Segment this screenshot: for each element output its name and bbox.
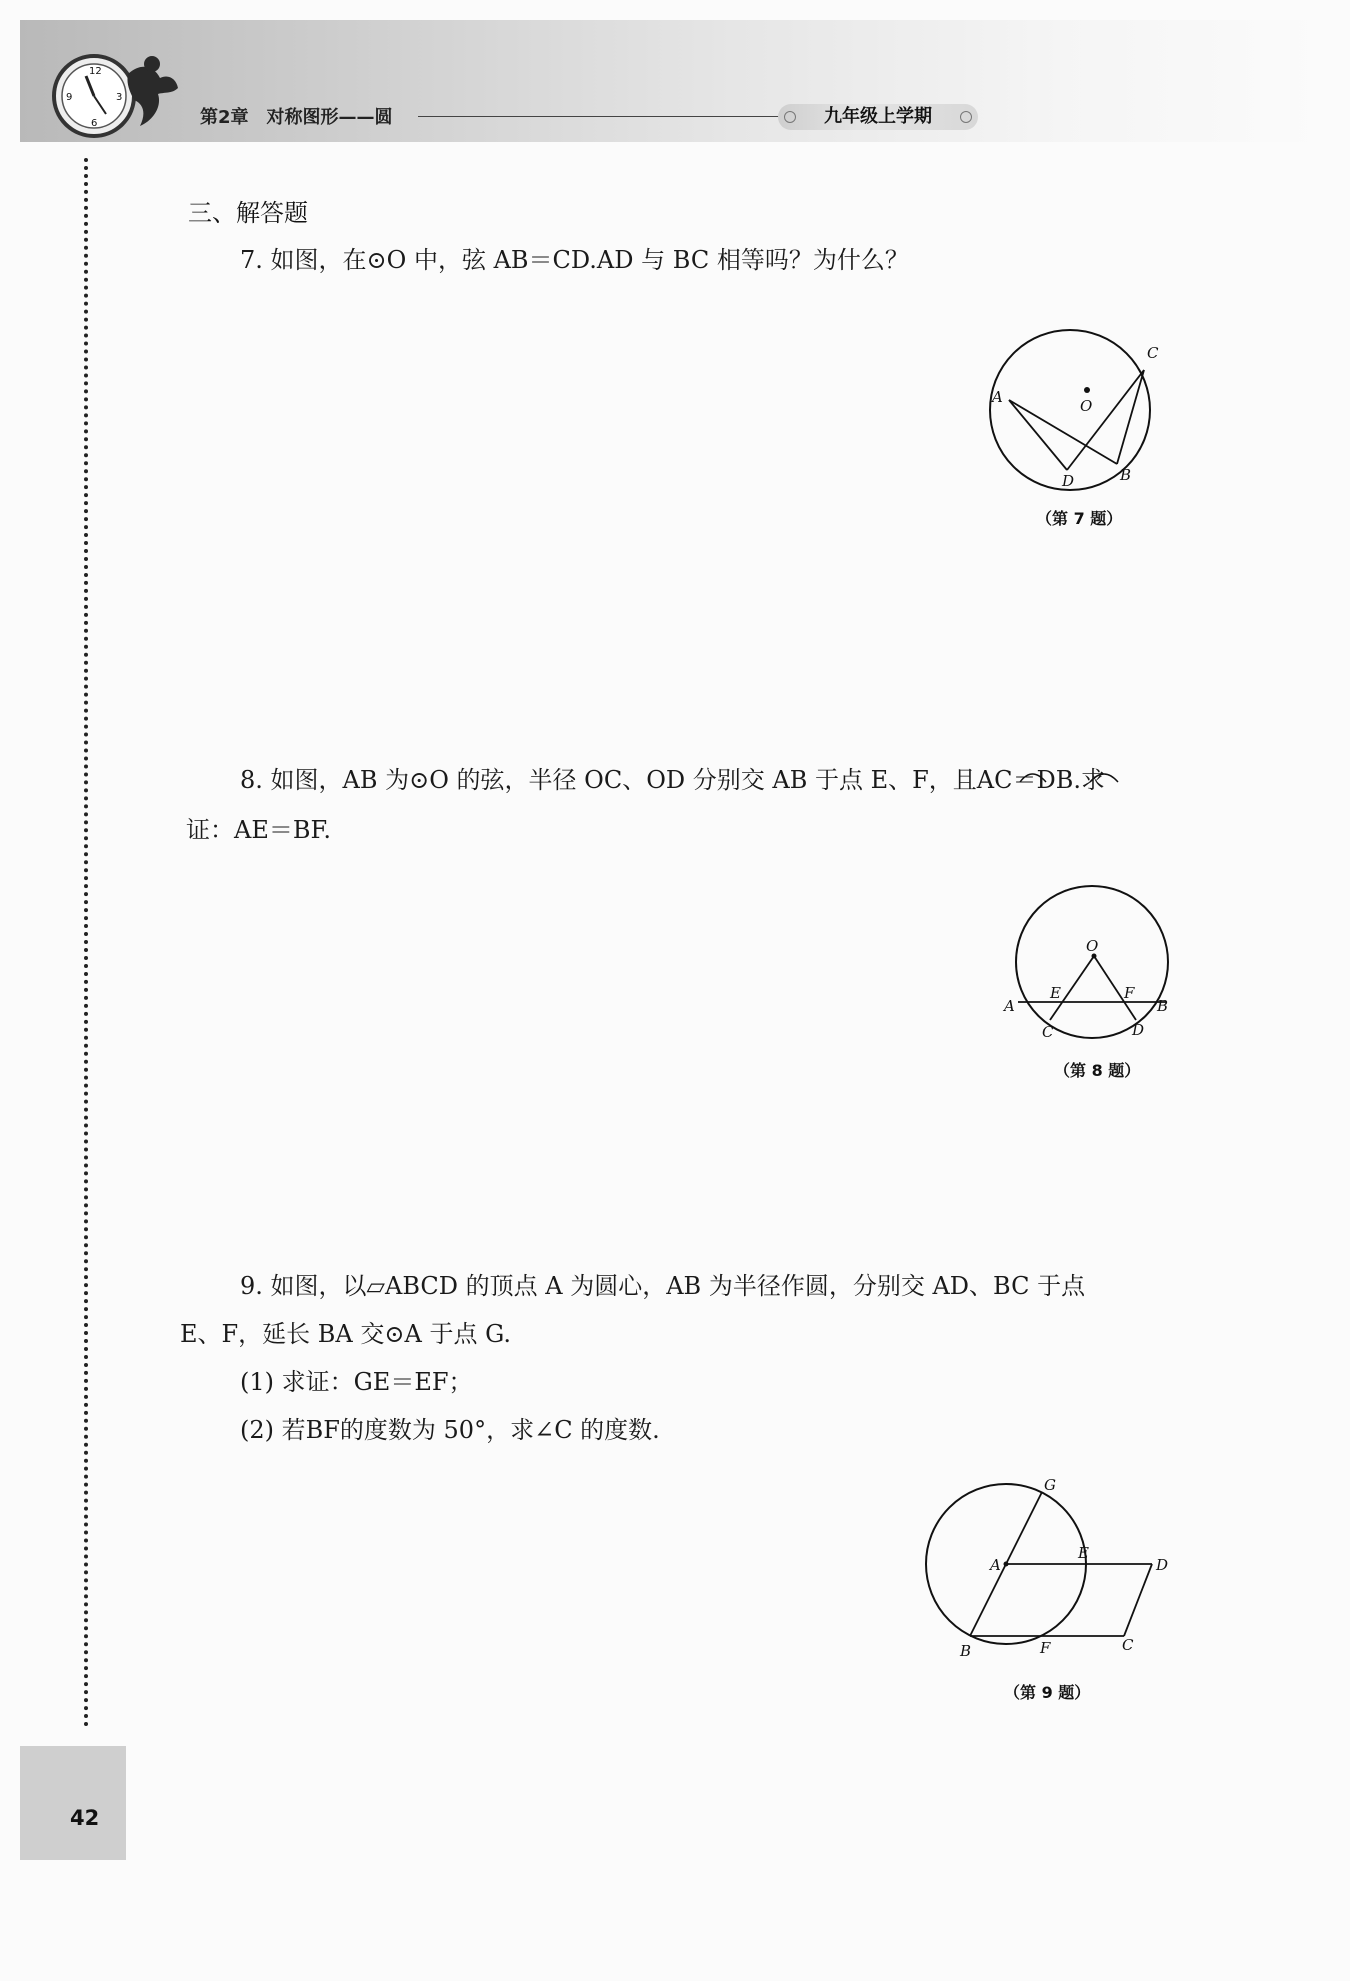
fig7-label-c: C — [1147, 344, 1159, 362]
grade-badge — [778, 104, 978, 130]
figure-8 — [1000, 870, 1200, 1070]
fig7-label-b: B — [1120, 466, 1132, 484]
fig8-label-b: B — [1157, 997, 1169, 1015]
q8-text-line1: 8. 如图，AB 为⊙O 的弦，半径 OC、OD 分别交 AB 于点 E、F，且AC＝DB.求 — [240, 766, 1105, 794]
figure-7 — [980, 300, 1180, 500]
svg-text:3: 3 — [116, 92, 123, 103]
q9-text-line1: 9. 如图，以▱ABCD 的顶点 A 为圆心，AB 为半径作圆，分别交 AD、BC 于点 — [240, 1272, 1086, 1300]
figure-9 — [910, 1470, 1190, 1670]
fig9-label-g: G — [1044, 1476, 1056, 1494]
fig8-label-c: C — [1042, 1023, 1054, 1041]
fig8-label-e: E — [1050, 984, 1061, 1002]
fig7-label-d: D — [1062, 472, 1075, 490]
svg-text:6: 6 — [91, 118, 98, 129]
fig9-label-c: C — [1122, 1636, 1134, 1654]
q9-text-line3: (1) 求证：GE＝EF； — [240, 1368, 473, 1396]
q9-text-line4: (2) 若BF的度数为 50°，求∠C 的度数. — [240, 1416, 660, 1444]
fig9-label-d: D — [1156, 1556, 1169, 1574]
svg-text:9: 9 — [66, 92, 73, 103]
fig7-label-a: A — [992, 388, 1003, 406]
q7-text: 7. 如图，在⊙O 中，弦 AB＝CD.AD 与 BC 相等吗？为什么？ — [240, 246, 909, 274]
binding-dotted-line — [84, 158, 88, 1728]
q8-caption: （第 8 题） — [1054, 1061, 1141, 1080]
header-rule — [418, 116, 790, 117]
q9-caption: （第 9 题） — [1004, 1683, 1091, 1702]
fig8-label-a: A — [1004, 997, 1015, 1015]
badge-ring-right — [960, 111, 972, 123]
clock-runner-icon — [36, 44, 186, 144]
fig8-label-d: D — [1132, 1021, 1145, 1039]
grade-label: 九年级上学期 — [824, 106, 932, 127]
q7-caption: （第 7 题） — [1036, 509, 1123, 528]
section-title: 三、解答题 — [188, 199, 308, 227]
fig7-label-o: O — [1080, 397, 1093, 415]
fig8-label-f: F — [1124, 984, 1135, 1002]
chapter-title: 第2章 对称图形——圆 — [200, 107, 393, 128]
fig9-label-a: A — [990, 1556, 1001, 1574]
fig8-label-o: O — [1086, 937, 1099, 955]
q8-arc-marks — [1018, 762, 1078, 786]
page-tab — [20, 1746, 126, 1860]
svg-text:12: 12 — [89, 66, 102, 77]
q9-text-line2: E、F，延长 BA 交⊙A 于点 G. — [180, 1320, 512, 1348]
badge-ring-left — [784, 111, 796, 123]
q8-arc-mark-db — [1088, 762, 1128, 786]
fig9-label-f: F — [1040, 1639, 1051, 1657]
fig9-label-b: B — [960, 1642, 972, 1660]
q8-text-line2: 证：AE＝BF. — [186, 816, 332, 844]
fig9-label-e: E — [1078, 1544, 1089, 1562]
page-number: 42 — [70, 1806, 100, 1830]
